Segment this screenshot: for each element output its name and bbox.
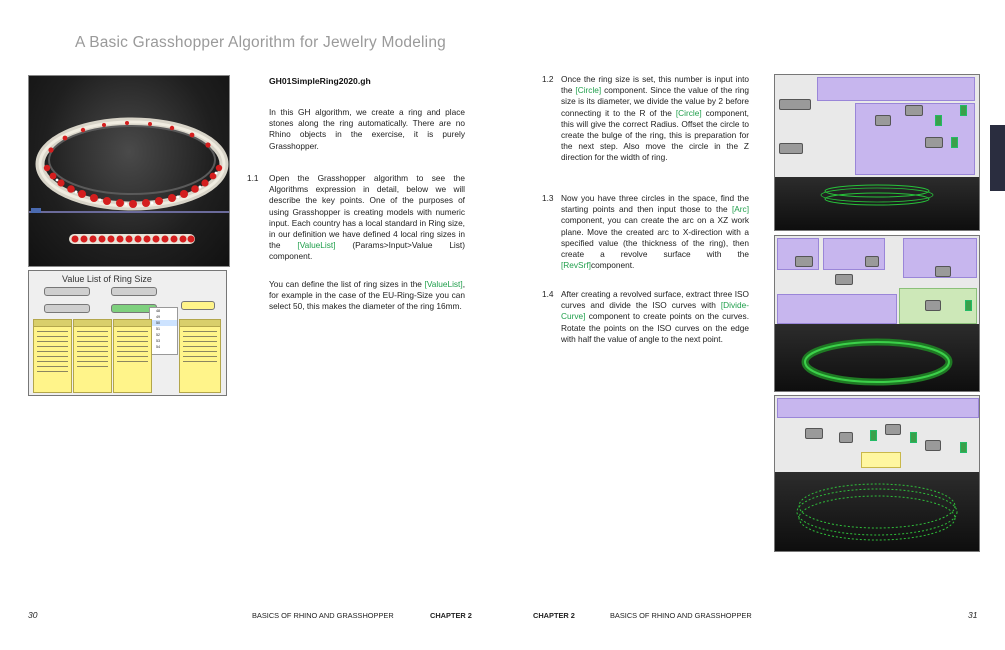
intro-paragraph: In this GH algorithm, we create a ring and place stones along the ring automatically. There are no Rhino objects in the exercise, it is purely Grasshopper. bbox=[269, 107, 465, 151]
dropdown-option[interactable]: 52 bbox=[156, 333, 160, 337]
left-chapter-label bbox=[430, 611, 472, 620]
step-text: component. Since the value of the ring size is its diameter, we divide the value by 2 before connecting it to the R of the bbox=[561, 85, 750, 118]
chapter-side-tab bbox=[990, 125, 1005, 191]
dropdown-option[interactable]: 49 bbox=[156, 315, 160, 319]
dropdown-option[interactable]: 48 bbox=[156, 309, 160, 313]
value-list-heading: Value List of Ring Size bbox=[62, 274, 152, 284]
eu-ring-size-panel bbox=[33, 319, 72, 393]
step-1-1b-paragraph bbox=[269, 279, 465, 313]
step-text: component, you can create the arc on a XZ work plane. Move the created arc to X-direction with a specified value (the thickness of the ring), then create a revolve surface with the bbox=[561, 215, 749, 260]
component-name: [Divide-Curve] bbox=[561, 300, 749, 322]
dropdown-option[interactable]: 54 bbox=[156, 345, 160, 349]
jpn-ring-size-panel bbox=[73, 319, 112, 393]
component-name: [Circle] bbox=[575, 85, 602, 96]
uk-ring-size-panel bbox=[179, 319, 221, 393]
points-on-curves-viewport bbox=[775, 472, 979, 551]
step-text: You can define the list of ring sizes in the bbox=[269, 279, 425, 289]
step-number: 1.4 bbox=[542, 289, 554, 299]
value-list-screenshot bbox=[28, 270, 227, 396]
dropdown-option[interactable]: 51 bbox=[156, 327, 160, 331]
component-name: [RevSrf] bbox=[561, 260, 591, 271]
us-ring-size-panel bbox=[113, 319, 152, 393]
gh-filename: GH01SimpleRing2020.gh bbox=[269, 76, 371, 86]
right-chapter-label bbox=[533, 611, 575, 620]
ring-render-image bbox=[28, 75, 230, 267]
step-text: , for example in the case of the EU-Ring-Size you can select 50, this makes the diameter of the ring 16mm. bbox=[269, 279, 465, 312]
gh-screenshot-step-1-4 bbox=[774, 395, 980, 552]
step-1-4-paragraph bbox=[561, 289, 749, 345]
right-running-head: BASICS OF RHINO AND GRASSHOPPER bbox=[610, 611, 752, 620]
chapter-label: CHAPTER 2 bbox=[430, 611, 472, 620]
dropdown-option-selected[interactable]: 50 bbox=[150, 320, 177, 326]
component-name: [Arc] bbox=[731, 204, 749, 215]
step-1-3-paragraph bbox=[561, 193, 749, 271]
revolved-ring-viewport bbox=[775, 324, 979, 391]
page-title: A Basic Grasshopper Algorithm for Jewelry Modeling bbox=[75, 34, 446, 51]
gh-screenshot-step-1-3 bbox=[774, 235, 980, 392]
step-text: component, this will give the correct Radius. Offset the circle to create the bulge of the ring, this is preparation for the next step. Also move the circle in the Z direction for the width of ring. bbox=[561, 107, 749, 163]
step-1-1-paragraph bbox=[269, 173, 465, 263]
right-page-number: 31 bbox=[968, 610, 978, 620]
step-text: Now you have three circles in the space, find the starting points and then input those to the bbox=[561, 193, 749, 215]
component-name: [Circle] bbox=[675, 107, 702, 118]
step-1-2-paragraph bbox=[561, 74, 749, 164]
step-number: 1.1 bbox=[247, 173, 259, 183]
panel-input-chip bbox=[181, 301, 215, 310]
component-name: [ValueList] bbox=[297, 240, 336, 251]
step-text: Once the ring size is set, this number is input into the bbox=[561, 74, 749, 96]
jpn-ring-size-chip bbox=[111, 287, 157, 296]
component-name: [ValueList] bbox=[424, 279, 463, 289]
dropdown-option[interactable]: 53 bbox=[156, 339, 160, 343]
step-text: (Params>Input>Value List) component. bbox=[269, 240, 465, 262]
step-text: After creating a revolved surface, extract three ISO curves and divide the ISO curves with bbox=[561, 289, 749, 311]
left-running-head: BASICS OF RHINO AND GRASSHOPPER bbox=[252, 611, 394, 620]
ring-render-svg bbox=[29, 76, 229, 266]
us-ring-size-chip bbox=[44, 304, 90, 313]
left-page-number: 30 bbox=[28, 610, 38, 620]
step-text: Open the Grasshopper algorithm to see the Algorithms expression in detail, below we will describe the key points. One of the purposes of using Grasshopper is creating models with numeric input. Each country has a local standard in Ring size, in our definition we have defined 4 local ring sizes in the bbox=[269, 173, 465, 251]
step-number: 1.3 bbox=[542, 193, 554, 203]
step-number: 1.2 bbox=[542, 74, 554, 84]
step-text: component to create points on the curves. Rotate the points on the ISO curves on the edge with half the value of angle to the next point. bbox=[561, 311, 749, 344]
gh-screenshot-step-1-2 bbox=[774, 74, 980, 231]
eu-ring-size-chip bbox=[44, 287, 90, 296]
three-circles-viewport bbox=[775, 177, 979, 230]
chapter-label: CHAPTER 2 bbox=[533, 611, 575, 620]
step-text: component. bbox=[590, 260, 635, 271]
ring-size-dropdown[interactable] bbox=[149, 307, 178, 355]
